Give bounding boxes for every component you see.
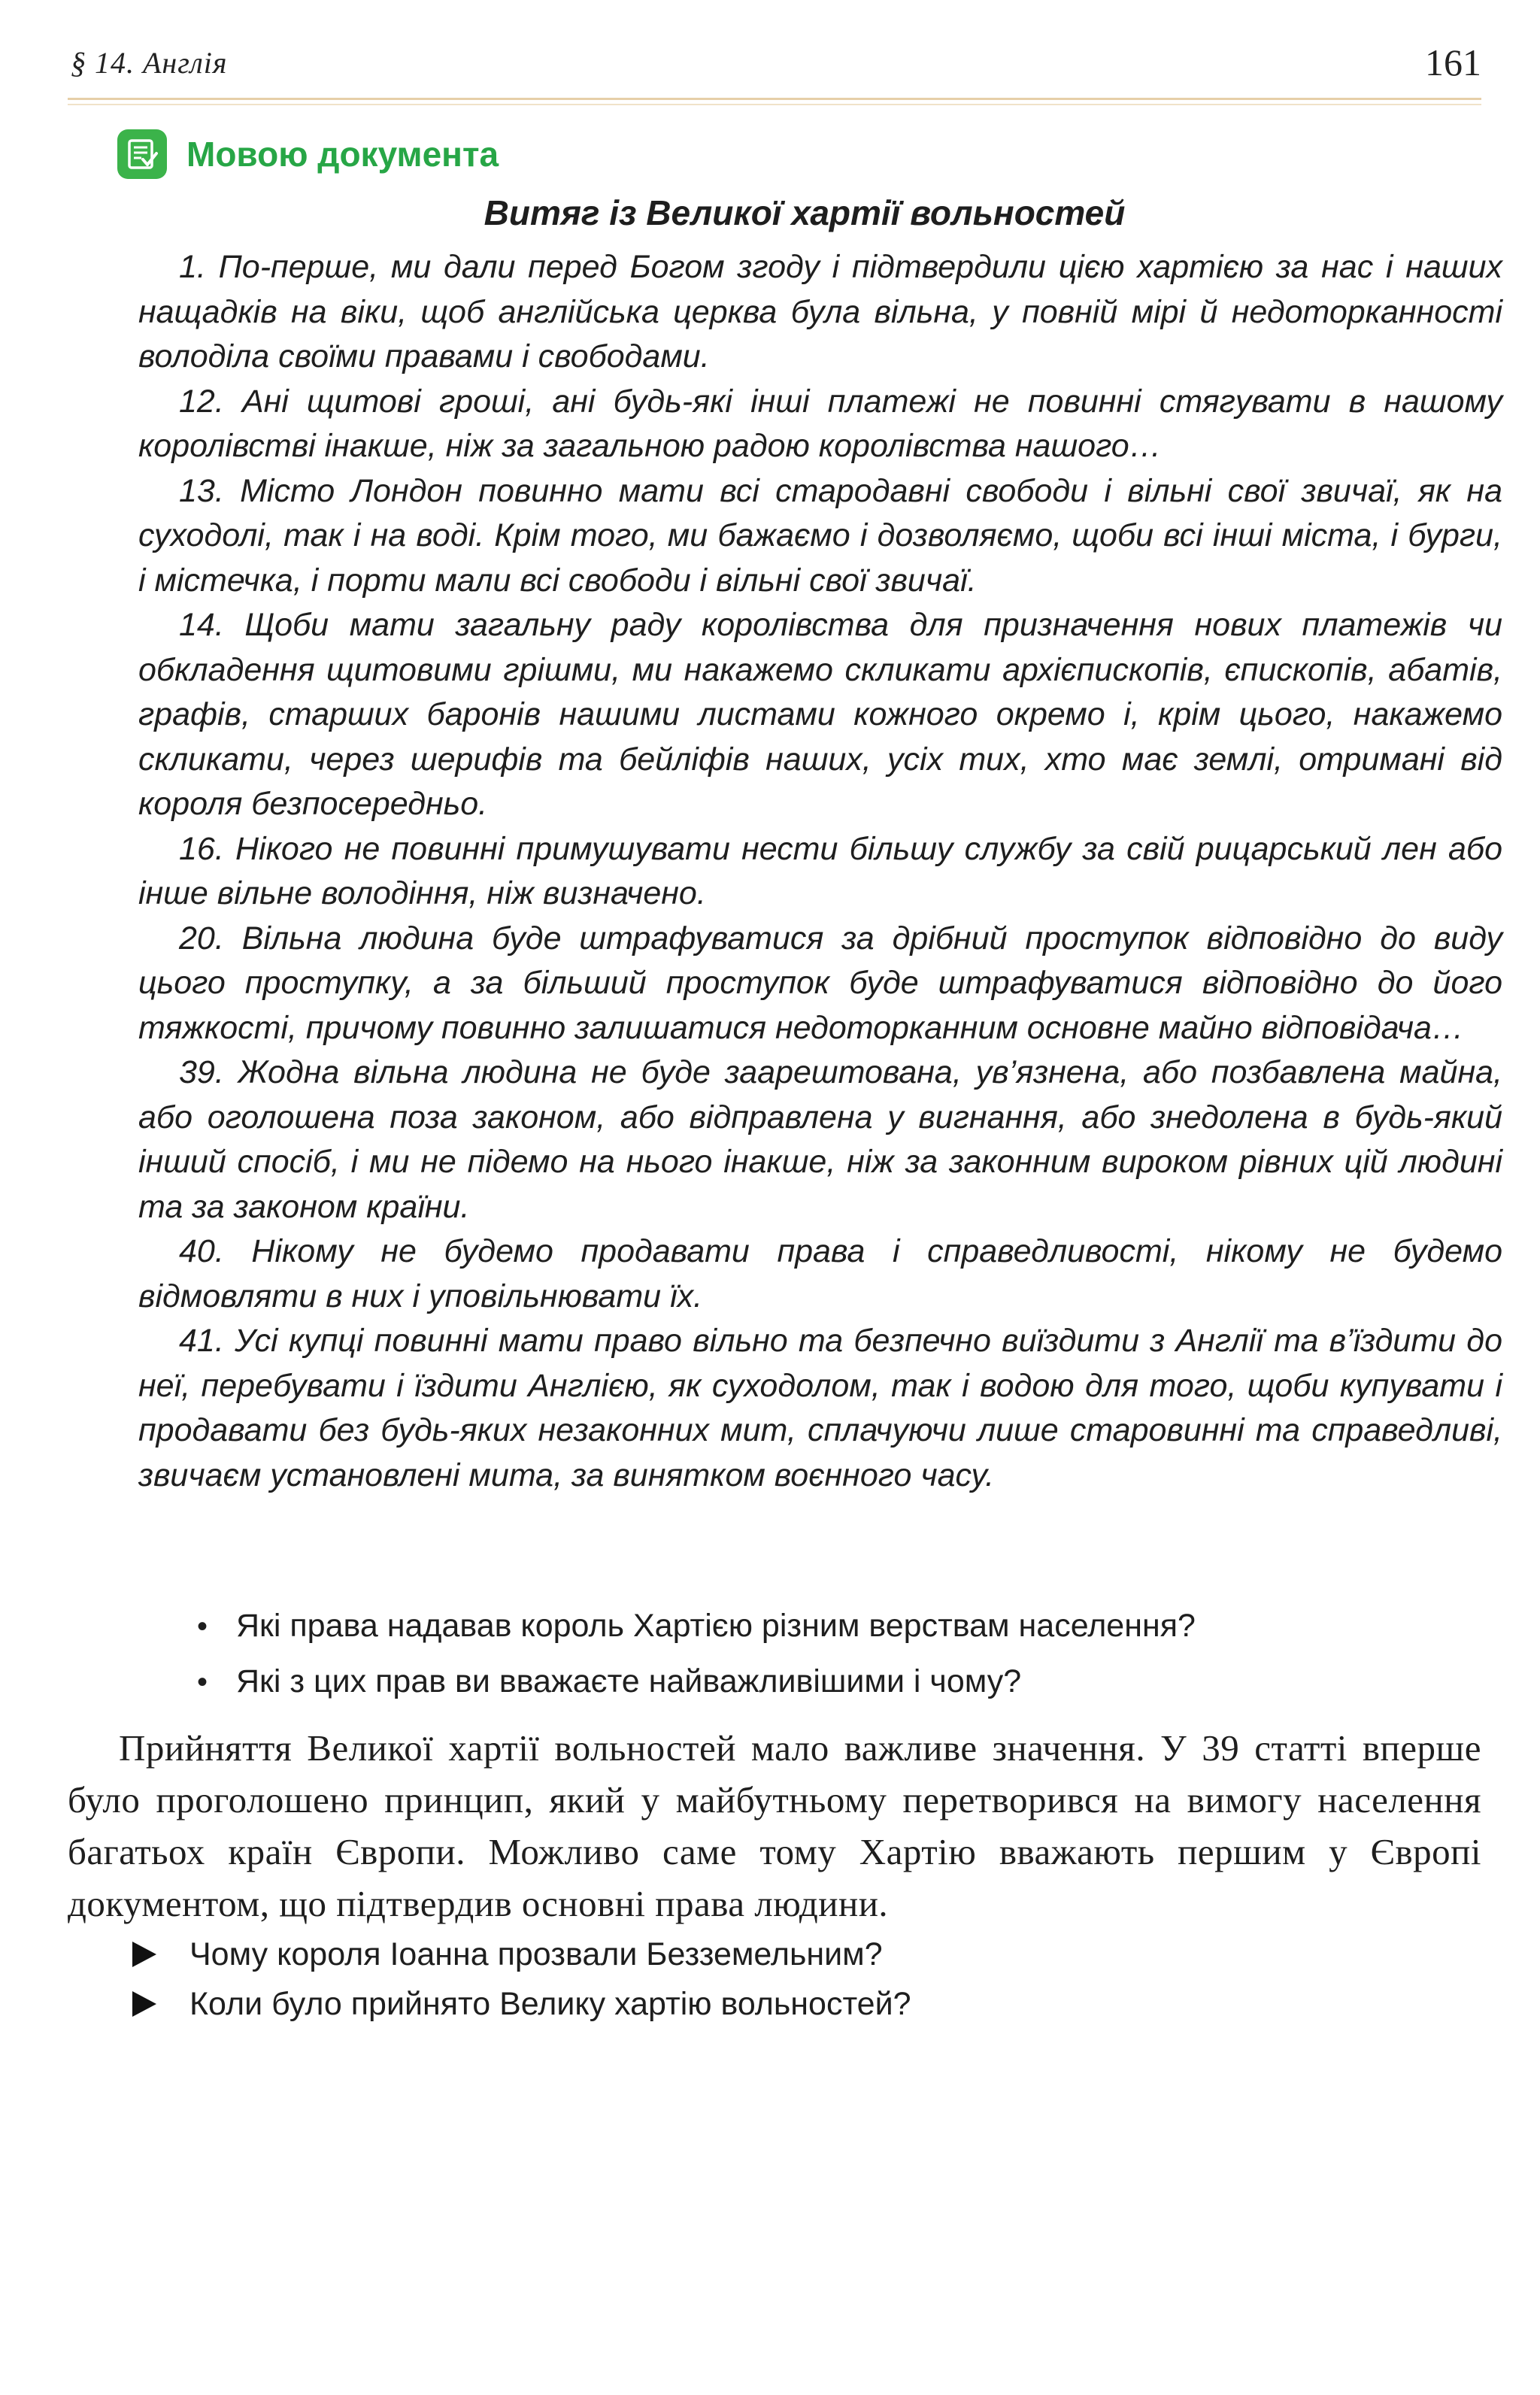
document-question bbox=[197, 1608, 1475, 1663]
bullet-icon: • bbox=[197, 1610, 208, 1643]
article-20: 20. Вільна людина буде штрафуватися за дрібний проступок відповідно до виду цього проступку, а за більший проступок буде штрафуватися відповідно до його тяжкості, причому повинно залишатися недоторканним основне майно відповідача… bbox=[138, 920, 1502, 1046]
document-block-label: Мовою документа bbox=[186, 135, 499, 174]
textbook-page bbox=[68, 0, 1502, 2022]
header-divider bbox=[68, 98, 1481, 100]
page-header bbox=[68, 0, 1481, 99]
header-divider-secondary bbox=[68, 104, 1481, 105]
main-paragraph: Прийняття Великої хартії вольностей мало важливе значення. У 39 статті вперше було проголошено принцип, який у майбутньому перетворився на вимогу населення багатьох країн Європи. Можливо саме тому Хартію вважають першим у Європі документом, що підтвердив основні права людини. bbox=[68, 1727, 1481, 1924]
page-number: 161 bbox=[1425, 41, 1481, 83]
review-question-text: Коли було прийнято Велику хартію вольностей? bbox=[189, 1985, 911, 2022]
article-16: 16. Нікого не повинні примушувати нести більшу службу за свій рицарський лен або інше вільне володіння, ніж визначено. bbox=[138, 830, 1502, 911]
document-questions bbox=[197, 1608, 1475, 1719]
triangle-bullet-icon bbox=[132, 1991, 156, 2017]
document-articles bbox=[138, 245, 1502, 1498]
review-question bbox=[132, 1979, 1411, 2029]
review-questions bbox=[132, 1930, 1411, 2029]
document-check-icon bbox=[117, 129, 167, 179]
document-question-text: Які права надавав король Хартією різним верствам населення? bbox=[236, 1608, 1196, 1644]
article-41: 41. Усі купці повинні мати право вільно та безпечно виїздити з Англії та в’їздити до неї, перебувати і їздити Англією, як суходолом, так і водою для того, щоби купувати і продавати без будь-яких незаконних мит, сплачуючи лише старовинні та справедливі, звичаєм установлені мита, за винятком воєнного часу. bbox=[138, 1323, 1502, 1493]
document-question bbox=[197, 1663, 1475, 1719]
article-39: 39. Жодна вільна людина не буде заарештована, ув’язнена, або позбавлена майна, або оголошена поза законом, або відправлена у вигнання, або знедолена в будь-який інший спосіб, і ми не підемо на нього інакше, ніж за законним вироком рівних цій людині та за законом країни. bbox=[138, 1054, 1502, 1225]
article-14: 14. Щоби мати загальну раду королівства для призначення нових платежів чи обкладення щитовими грішми, ми накажемо скликати архієпископів, єпископів, абатів, графів, старших баронів нашими листами кожного окремо і, крім цього, накажемо скликати, через шерифів та бейліфів наших, усіх тих, хто має землі, отримані від короля безпосередньо. bbox=[138, 607, 1502, 822]
review-question-text: Чому короля Іоанна прозвали Безземельним? bbox=[189, 1936, 883, 1972]
review-question bbox=[132, 1930, 1411, 1979]
article-13: 13. Місто Лондон повинно мати всі стародавні свободи і вільні свої звичаї, як на суходолі, так і на воді. Крім того, ми бажаємо і дозволяємо, щоби всі інші міста, і бурги, і містечка, і порти мали всі свободи і вільні свої звичаї. bbox=[138, 472, 1502, 599]
article-40: 40. Нікому не будемо продавати права і справедливості, нікому не будемо відмовляти в них і уповільнювати їх. bbox=[138, 1233, 1502, 1314]
triangle-bullet-icon bbox=[132, 1942, 156, 1967]
document-block-heading bbox=[117, 129, 499, 179]
article-1: 1. По-перше, ми дали перед Богом згоду і підтвердили цією хартією за нас і наших нащадків на віки, щоб англійська церква була вільна, у повній мірі й недоторканності володіла своїми правами і свободами. bbox=[138, 249, 1502, 374]
section-title: § 14. Англія bbox=[71, 46, 228, 80]
document-question-text: Які з цих прав ви вважаєте найважливішими і чому? bbox=[236, 1663, 1022, 1699]
bullet-icon: • bbox=[197, 1666, 208, 1699]
document-title: Витяг із Великої хартії вольностей bbox=[484, 193, 1126, 232]
article-12: 12. Ані щитові гроші, ані будь-які інші платежі не повинні стягувати в нашому королівстві інакше, ніж за загальною радою королівства нашого… bbox=[138, 383, 1502, 464]
